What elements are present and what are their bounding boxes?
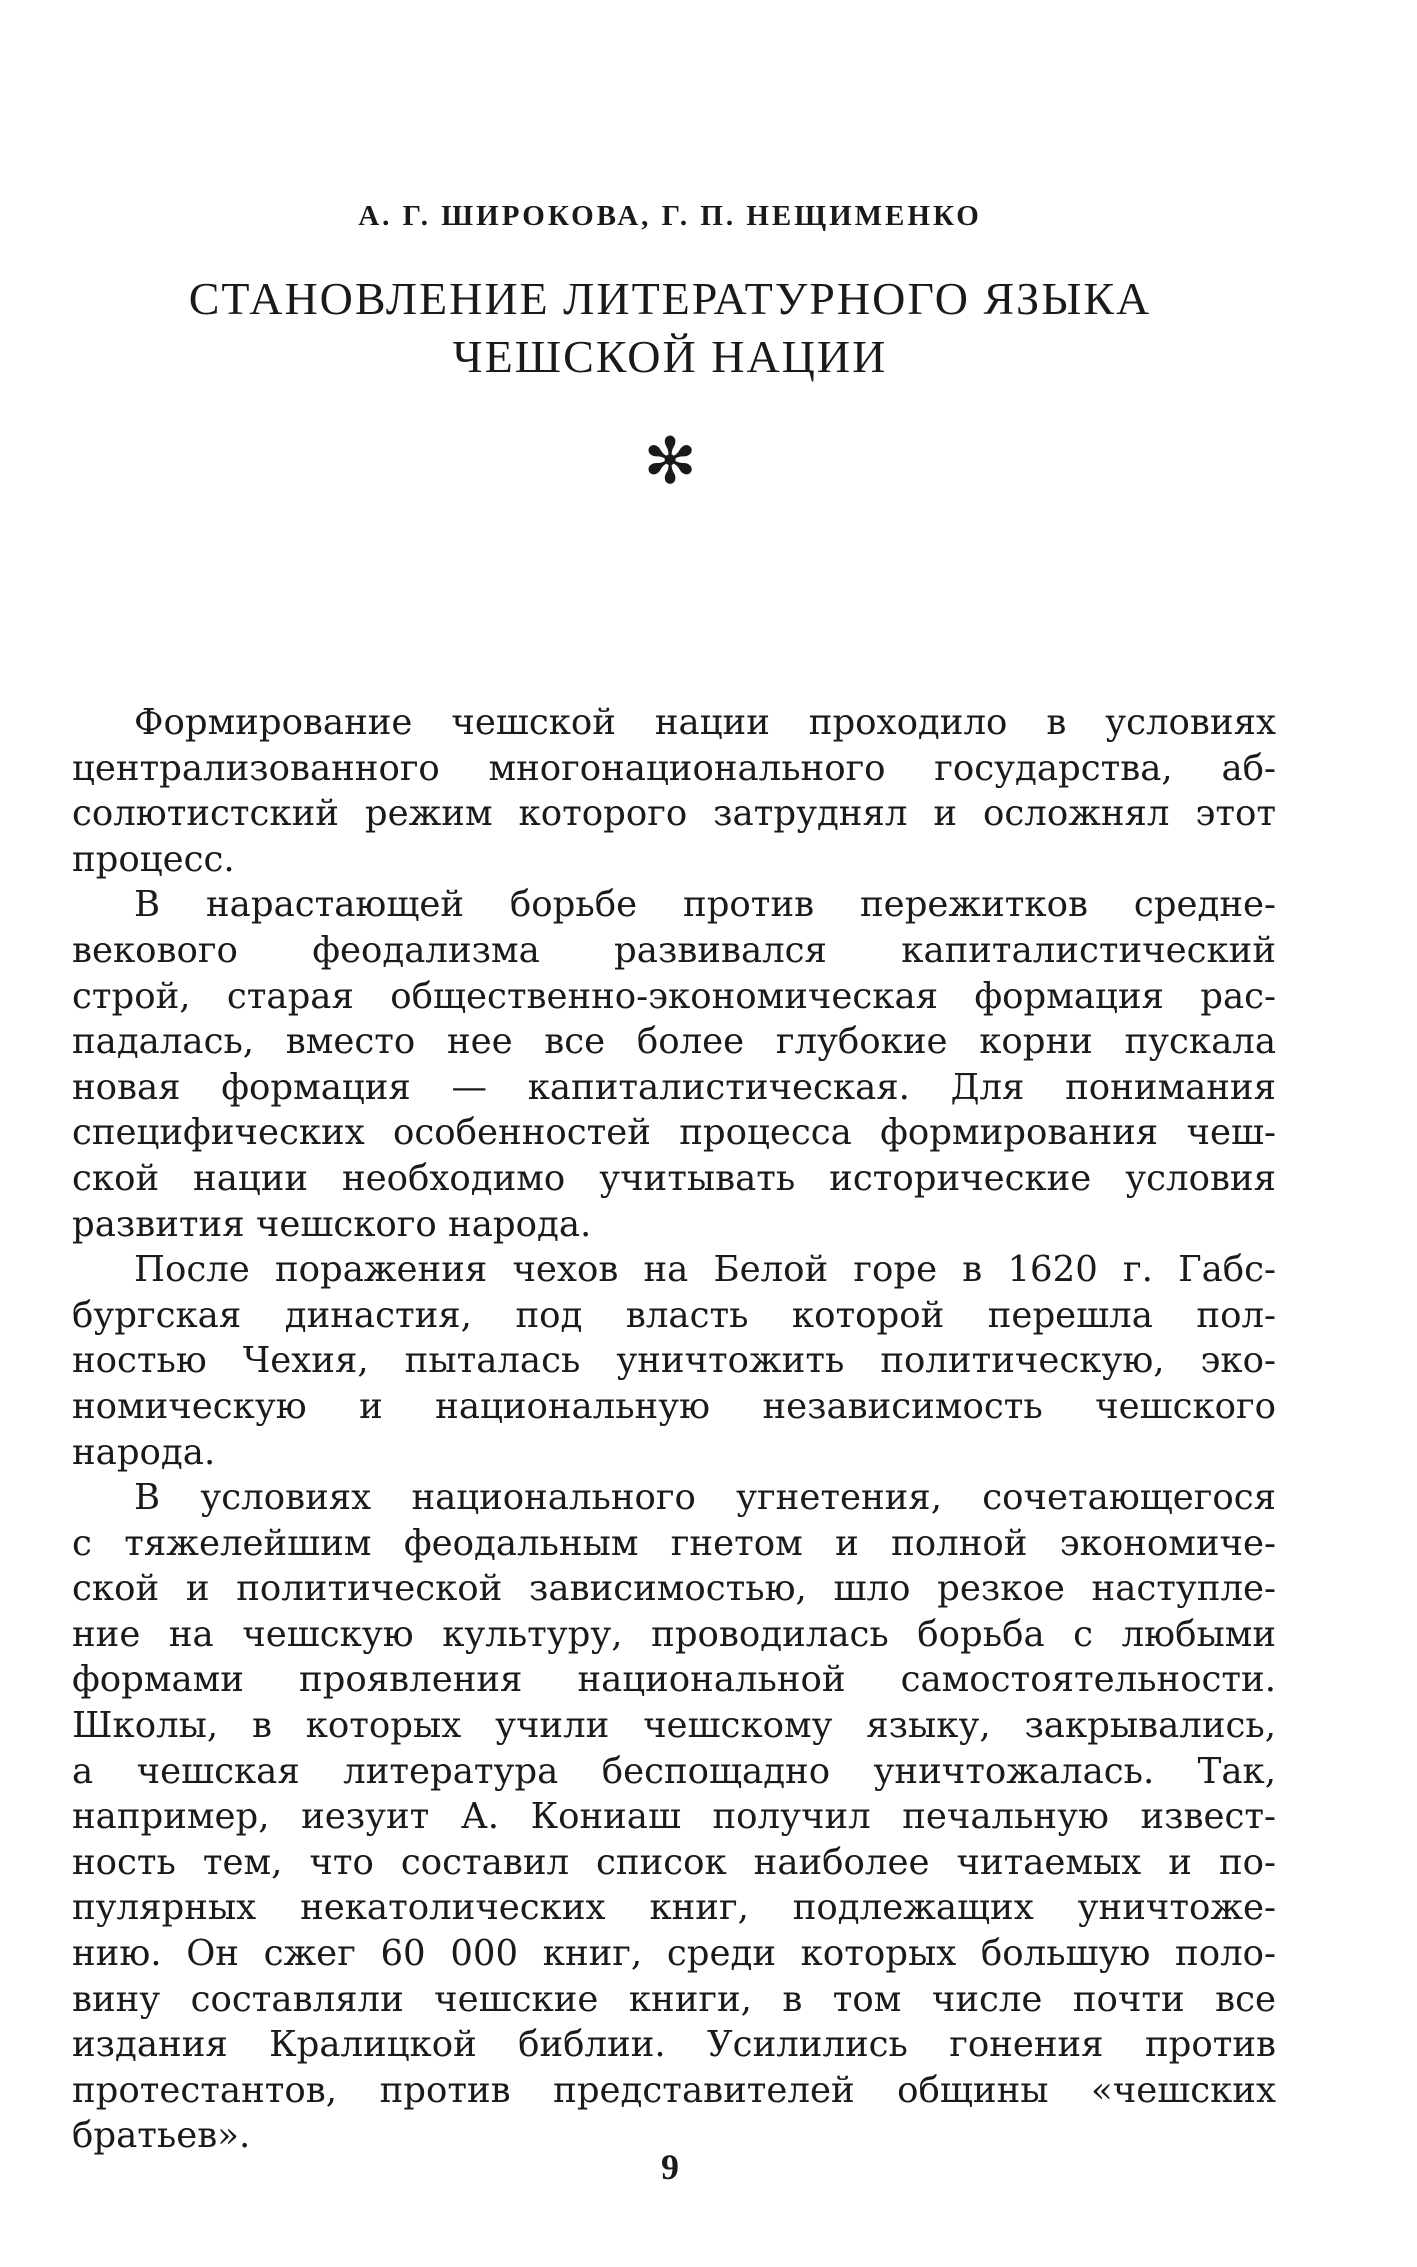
- asterisk-ornament-icon: ✻: [643, 425, 697, 499]
- text-line: номическую и национальную независимость чешского: [72, 1385, 1276, 1427]
- text-line: В нарастающей борьбе против пережитков средне-: [134, 884, 1276, 926]
- text-line: протестантов, против представителей общины «чешских: [72, 2069, 1276, 2111]
- text-line: бургская династия, под власть которой перешла пол-: [72, 1294, 1276, 1336]
- text-line: ской и политической зависимостью, шло резкое наступле-: [72, 1568, 1276, 1610]
- text-line: В условиях национального угнетения, сочетающегося: [134, 1477, 1276, 1519]
- paragraph: [72, 1247, 1276, 1475]
- text-line: народа.: [72, 1431, 216, 1473]
- title-line-1: СТАНОВЛЕНИЕ ЛИТЕРАТУРНОГО ЯЗЫКА: [188, 273, 1152, 324]
- text-line: векового феодализма развивался капиталистический: [72, 929, 1276, 971]
- text-line: После поражения чехов на Белой горе в 1620 г. Габс-: [134, 1249, 1276, 1291]
- text-line: ние на чешскую культуру, проводилась борьба с любыми: [72, 1613, 1276, 1655]
- text-line: а чешская литература беспощадно уничтожалась. Так,: [72, 1750, 1276, 1792]
- page-number: 9: [661, 2147, 679, 2187]
- article-title: [0, 270, 1340, 386]
- text-line: например, иезуит А. Кониаш получил печальную извест-: [72, 1796, 1276, 1838]
- title-line-2: ЧЕШСКОЙ НАЦИИ: [452, 331, 888, 382]
- body-text: [72, 700, 1276, 2159]
- text-line: формами проявления национальной самостоятельности.: [72, 1659, 1276, 1701]
- paragraph: [72, 882, 1276, 1247]
- text-line: вину составляли чешские книги, в том числе почти все: [72, 1978, 1276, 2020]
- text-line: ской нации необходимо учитывать исторические условия: [72, 1157, 1276, 1199]
- text-line: Формирование чешской нации проходило в условиях: [134, 702, 1276, 743]
- text-line: Школы, в которых учили чешскому языку, закрывались,: [72, 1705, 1276, 1747]
- text-line: ность тем, что составил список наиболее читаемых и по-: [72, 1841, 1276, 1883]
- text-line: централизованного многонационального государства, аб-: [72, 747, 1276, 789]
- text-line: издания Кралицкой библии. Усилились гонения против: [72, 2024, 1276, 2066]
- text-line: специфических особенностей процесса формирования чеш-: [72, 1112, 1276, 1154]
- text-line: процесс.: [72, 838, 235, 880]
- text-line: пулярных некатолических книг, подлежащих уничтоже-: [72, 1887, 1276, 1929]
- text-line: ностью Чехия, пыталась уничтожить политическую, эко-: [72, 1340, 1276, 1382]
- text-line: падалась, вместо нее все более глубокие корни пускала: [72, 1021, 1276, 1063]
- text-line: развития чешского народа.: [72, 1203, 592, 1245]
- text-line: с тяжелейшим феодальным гнетом и полной экономиче-: [72, 1522, 1276, 1564]
- text-line: нию. Он сжег 60 000 книг, среди которых большую поло-: [72, 1933, 1276, 1975]
- text-line: солютистский режим которого затруднял и осложнял этот: [72, 793, 1276, 835]
- text-line: строй, старая общественно-экономическая формация рас-: [72, 975, 1276, 1017]
- paragraph: [72, 1475, 1276, 2159]
- paragraph: [72, 700, 1276, 882]
- text-line: братьев».: [72, 2115, 251, 2157]
- authors-line: А. Г. ШИРОКОВА, Г. П. НЕЩИМЕНКО: [358, 200, 982, 232]
- text-line: новая формация — капиталистическая. Для понимания: [72, 1066, 1276, 1108]
